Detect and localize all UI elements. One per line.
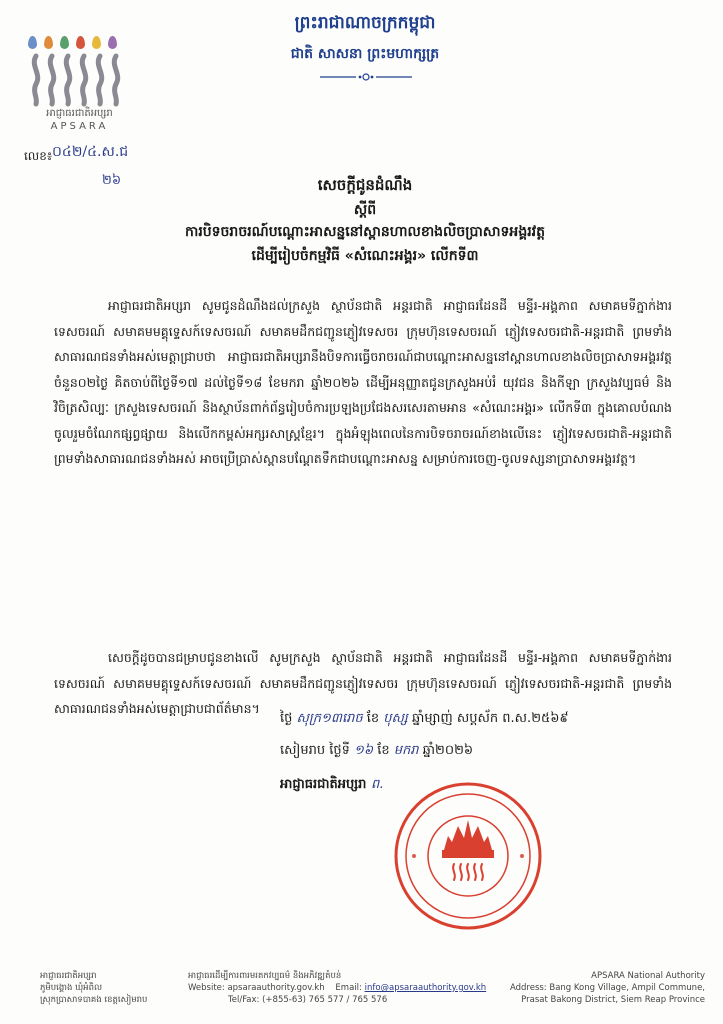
body-paragraph-2: សេចក្តីដូចបានជម្រាបជូនខាងលើ សូមក្រសួង ស្ថាប័នជាតិ អន្តរជាតិ អាជ្ញាធរដែនដី មន្ទីរ-អង្គភាព សមាគមទីភ្នាក់ងារទេសចរណ៍ សមាគមមគ្គុទ្ទេសក៍ទេសចរណ៍ សមាគមដឹកជញ្ជូនភ្ញៀវទេសចរ ក្រុមហ៊ុនទេសចរណ៍ ភ្ញៀវទេសចរជាតិ-អន្តរជាតិ ព្រមទាំងសាធារណជនទាំងអស់មេត្តាជ្រាបជាព័ត៌មាន។ (54, 650, 672, 716)
lunar-month-handwritten: បុស្ស (383, 711, 408, 726)
email-label: Email: (335, 983, 362, 993)
website-link[interactable]: apsaraauthority.gov.kh (227, 983, 325, 993)
lunar-month-label: ខែ (366, 711, 380, 726)
authority-name: អាជ្ញាធរជាតិអប្សរា (280, 777, 367, 792)
logo-drop-icon (44, 36, 53, 49)
footer-address-en-1: Address: Bang Kong Village, Ampil Commune, (509, 983, 705, 993)
logo-waves-icon (26, 52, 134, 106)
signing-authority (280, 776, 383, 795)
lunar-prefix: ថ្ងៃ (280, 711, 293, 726)
day-handwritten: ១៦ (354, 743, 374, 758)
notice-title: សេចក្តីជូនដំណឹង (317, 176, 413, 194)
footer-right (505, 970, 705, 1006)
logo-text-kh: អាជ្ញាធរជាតិអប្សរា (46, 108, 113, 119)
footer-org-en: APSARA National Authority (591, 971, 705, 981)
signature-initials: ព. (370, 777, 384, 792)
website-label: Website: (188, 983, 225, 993)
body-paragraph-1: អាជ្ញាធរជាតិអប្សរា សូមជូនដំណឹងដល់ក្រសួង ស្ថាប័នជាតិ អន្តរជាតិ អាជ្ញាធរដែនដី មន្ទីរ-អង្គភាព សមាគមទីភ្នាក់ងារទេសចរណ៍ សមាគមមគ្គុទ្ទេសក៍ទេសចរណ៍ សមាគមដឹកជញ្ជូនភ្ញៀវទេសចរ ក្រុមហ៊ុនទេសចរណ៍ ភ្ញៀវទេសចរជាតិ-អន្តរជាតិ ព្រមទាំងសាធារណជនទាំងអស់មេត្តាជ្រាបថា អាជ្ញាធរជាតិអប្សរានឹងបិទការធ្វើចរាចរណ៍ជាបណ្តោះអាសន្ននៅស្ពានហាលខាងលិចប្រាសាទអង្គរវត្ត ចំនួន០២ថ្ងៃ គិតចាប់ពីថ្ងៃទី១៧ ដល់ថ្ងៃទី១៨ ខែមករា ឆ្នាំ២០២៦ ដើម្បីអនុញ្ញាតជូនក្រសួងអប់រំ យុវជន និងកីឡា ក្រសួងវប្បធម៌ និងវិចិត្រសិល្បៈ ក្រសួងទេសចរណ៍ និងស្ថាប័នពាក់ព័ន្ធរៀបចំការប្រឡងប្រជែងសរសេរតាមអាន «សំណេះអង្គរ» លើកទី៣ ក្នុងគោលបំណងចូលរួមចំណែកផ្សព្វផ្សាយ និងលើកកម្ពស់អក្សរសាស្ត្រខ្មែរ។ ក្នុងអំឡុងពេលនៃការបិទចរាចរណ៍ខាងលើនេះ ភ្ញៀវទេសចរជាតិ-អន្តរជាតិ ព្រមទាំងសាធារណជនទាំងអស់ អាចប្រើប្រាស់ស្ពានបណ្តែតទឹកជាបណ្តោះអាសន្ន សម្រាប់ការចេញ-ចូលទស្សនាប្រាសាទអង្គរវត្ត។ (54, 298, 672, 466)
logo-drop-icon (28, 36, 37, 49)
logo-drop-icon (108, 36, 117, 49)
official-seal-stamp (392, 780, 544, 932)
footer-address-kh-2: ស្រុកប្រាសាទបាគង ខេត្តសៀមរាប (40, 995, 148, 1005)
email-link[interactable]: info@apsaraauthority.gov.kh (364, 983, 487, 993)
motto-ornament-icon (316, 72, 416, 82)
national-motto: ជាតិ សាសនា ព្រះមហាក្សត្រ (290, 46, 440, 62)
footer-left (40, 970, 190, 1006)
solar-date-line (280, 742, 473, 761)
logo-text-en: APSARA (50, 121, 109, 132)
month-label: ខែ (377, 743, 390, 758)
notice-subject-label: ស្តីពី (353, 202, 377, 218)
apsara-logo (22, 36, 137, 146)
lunar-day-handwritten: សុក្រ១៣រោច (296, 711, 363, 726)
year-text: ឆ្នាំ២០២៦ (422, 743, 474, 758)
footer-address-kh-1: ភូមិបង្គោង ឃុំអំពិល (40, 983, 103, 993)
footer-tel-fax: Tel/Fax: (+855-63) 765 577 / 765 576 (228, 995, 388, 1005)
footer-contact-line (188, 982, 488, 994)
reference-label: លេខ៖ (24, 149, 53, 163)
place-prefix: សៀមរាប ថ្ងៃទី (280, 743, 350, 758)
footer-middle (188, 970, 488, 1006)
footer-address-en-2: Prasat Bakong District, Siem Reap Province (521, 995, 705, 1005)
lunar-year: ឆ្នាំម្សាញ់ សប្តស័ក ព.ស.២៥៦៩ (411, 711, 569, 726)
kingdom-heading: ព្រះរាជាណាចក្រកម្ពុជា (294, 13, 436, 33)
logo-drop-icon (76, 36, 85, 49)
reference-number (24, 148, 52, 166)
reference-date: ២៦ (102, 173, 122, 188)
notice-subject-line2: ដើម្បីរៀបចំកម្មវិធី «សំណេះអង្គរ» លើកទី៣ (251, 248, 479, 264)
logo-drop-icon (60, 36, 69, 49)
notice-subject-line1: ការបិទចរាចរណ៍បណ្តោះអាសន្ននៅស្ពានហាលខាងលិចប្រាសាទអង្គរវត្ត (185, 224, 545, 240)
logo-drops (28, 36, 128, 52)
lunar-date-line (280, 710, 569, 729)
reference-handwritten (52, 142, 188, 166)
logo-drop-icon (92, 36, 101, 49)
footer-org-kh: អាជ្ញាធរជាតិអប្សរា (40, 971, 97, 981)
footer-mission-kh: អាជ្ញាធរដើម្បីការពារមរតកវប្បធម៌ និងអភិវឌ្ឍតំបន់ (188, 971, 342, 981)
month-handwritten: មករា (393, 743, 419, 758)
reference-value: ០៤២/៤.ស.ជ (52, 144, 129, 160)
